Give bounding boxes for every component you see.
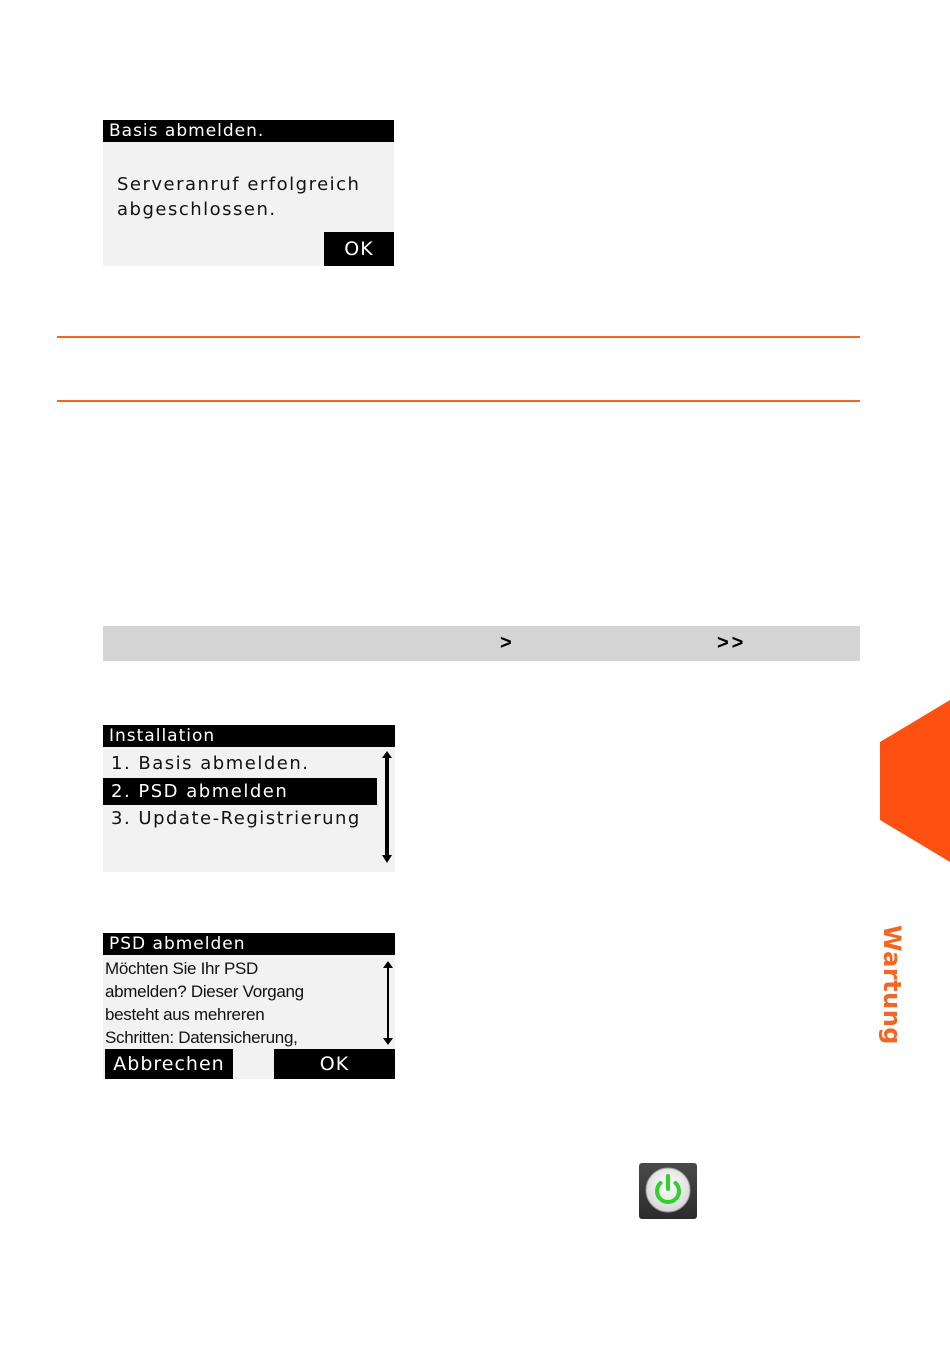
cancel-button[interactable]: Abbrechen <box>105 1049 233 1079</box>
power-button[interactable] <box>639 1163 697 1219</box>
screen-title: Installation <box>103 725 395 747</box>
message-line: abmelden? Dieser Vorgang <box>105 982 304 1001</box>
screen-title: Basis abmelden. <box>103 120 394 142</box>
lcd-screen-installation <box>103 725 395 872</box>
message-text <box>117 172 360 222</box>
message-line: Serveranruf erfolgreich <box>117 174 361 195</box>
menu-item-basis-abmelden[interactable]: 1. Basis abmelden. <box>111 753 310 774</box>
scrollbar[interactable] <box>382 961 394 1045</box>
menu-item-psd-abmelden[interactable]: 2. PSD abmelden <box>103 778 377 805</box>
breadcrumb-separator: >> <box>717 632 747 654</box>
ok-button[interactable]: OK <box>274 1049 395 1079</box>
screen-title: PSD abmelden <box>103 933 395 955</box>
chapter-tab <box>880 700 950 862</box>
lcd-screen-basis-abmelden <box>103 120 394 266</box>
confirm-message <box>105 957 304 1049</box>
power-icon <box>639 1163 697 1219</box>
lcd-screen-psd-abmelden <box>103 933 395 1079</box>
breadcrumb <box>103 626 860 661</box>
message-line: besteht aus mehreren <box>105 1005 265 1024</box>
breadcrumb-separator: > <box>500 632 512 654</box>
message-line: Möchten Sie Ihr PSD <box>105 959 259 978</box>
menu-item-update-registrierung[interactable]: 3. Update-Registrierung <box>111 808 361 829</box>
divider-bottom <box>57 400 860 402</box>
chapter-label: Wartung <box>878 925 906 1045</box>
message-line: abgeschlossen. <box>117 199 277 220</box>
scrollbar[interactable] <box>381 751 393 863</box>
divider-top <box>57 336 860 338</box>
message-line: Schritten: Datensicherung, <box>105 1028 298 1047</box>
ok-button[interactable]: OK <box>324 232 394 266</box>
